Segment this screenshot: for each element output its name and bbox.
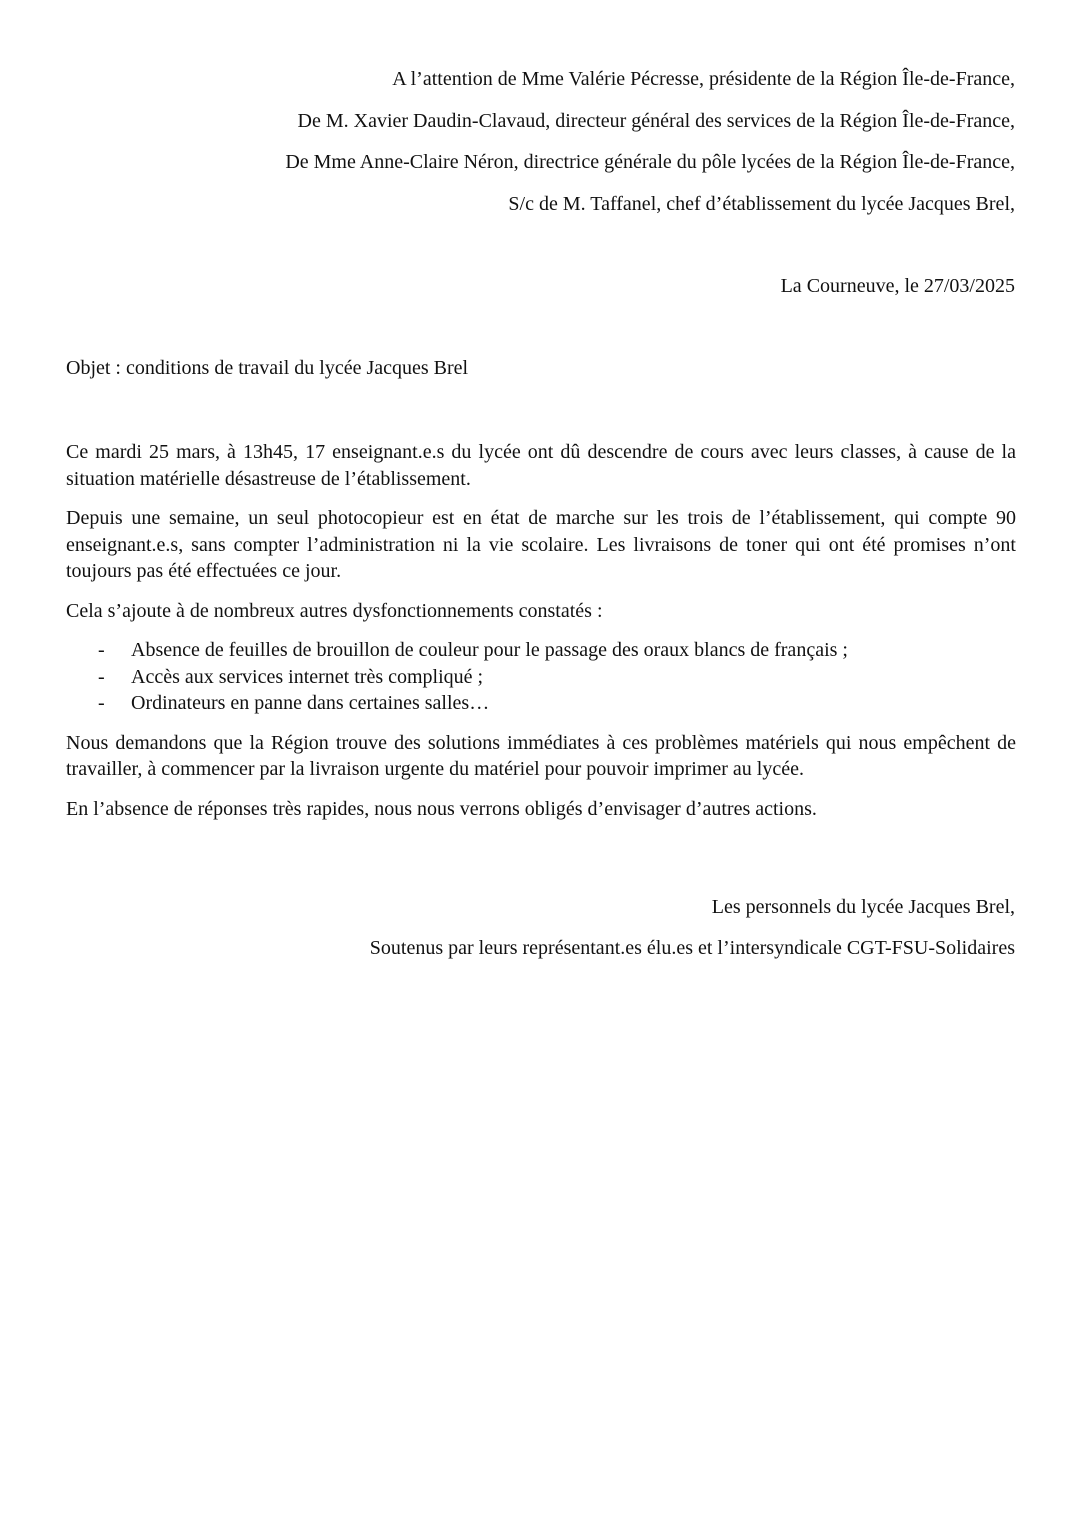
signature-block: [115, 894, 1015, 976]
list-item-text: Accès aux services internet très compliqué ;: [131, 665, 484, 688]
body-paragraph: En l’absence de réponses très rapides, nous nous verrons obligés d’envisager d’autres actions.: [66, 797, 817, 820]
list-item-text: Absence de feuilles de brouillon de couleur pour le passage des oraux blancs de français ;: [131, 639, 848, 661]
body-paragraph: Depuis une semaine, un seul photocopieur est en état de marche sur les trois de l’établissement, qui compte 90 enseignant.e.s, sans compter l’administration ni la vie scolaire. Les livraisons de toner qui ont été promises n’ont toujours pas été effectuées ce jour.: [66, 507, 1016, 582]
list-dash: -: [98, 665, 105, 688]
recipient-line: A l’attention de Mme Valérie Pécresse, présidente de la Région Île-de-France,: [392, 68, 1015, 90]
body-paragraph: Ce mardi 25 mars, à 13h45, 17 enseignant.e.s du lycée ont dû descendre de cours avec leurs classes, à cause de la situation matérielle désastreuse de l’établissement.: [66, 441, 1016, 490]
subject-line: Objet : conditions de travail du lycée Jacques Brel: [66, 357, 469, 379]
recipient-line: S/c de M. Taffanel, chef d’établissement du lycée Jacques Brel,: [508, 192, 1015, 215]
recipients-block: [115, 66, 1015, 232]
body-paragraph: Nous demandons que la Région trouve des solutions immédiates à ces problèmes matériels qui nous empêchent de travailler, à commencer par la livraison urgente du matériel pour pouvoir imprimer au lycée.: [66, 731, 1016, 780]
list-dash: -: [98, 692, 105, 714]
body-paragraph: Cela s’ajoute à de nombreux autres dysfonctionnements constatés :: [66, 599, 603, 622]
list-item: [66, 690, 1016, 717]
recipient-line: De Mme Anne-Claire Néron, directrice générale du pôle lycées de la Région Île-de-France,: [285, 151, 1015, 173]
list-dash: -: [98, 639, 105, 661]
list-item: [66, 664, 1016, 691]
recipient-line: De M. Xavier Daudin-Clavaud, directeur général des services de la Région Île-de-France,: [297, 109, 1015, 132]
list-item-text: Ordinateurs en panne dans certaines salles…: [131, 692, 490, 714]
date-line: La Courneuve, le 27/03/2025: [780, 275, 1015, 297]
signature-line: Les personnels du lycée Jacques Brel,: [711, 896, 1015, 918]
list-item: [66, 637, 1016, 664]
signature-line: Soutenus par leurs représentant.es élu.es et l’intersyndicale CGT-FSU-Solidaires: [369, 937, 1015, 959]
letter-body: [66, 439, 1016, 835]
issues-list: [66, 637, 1016, 717]
